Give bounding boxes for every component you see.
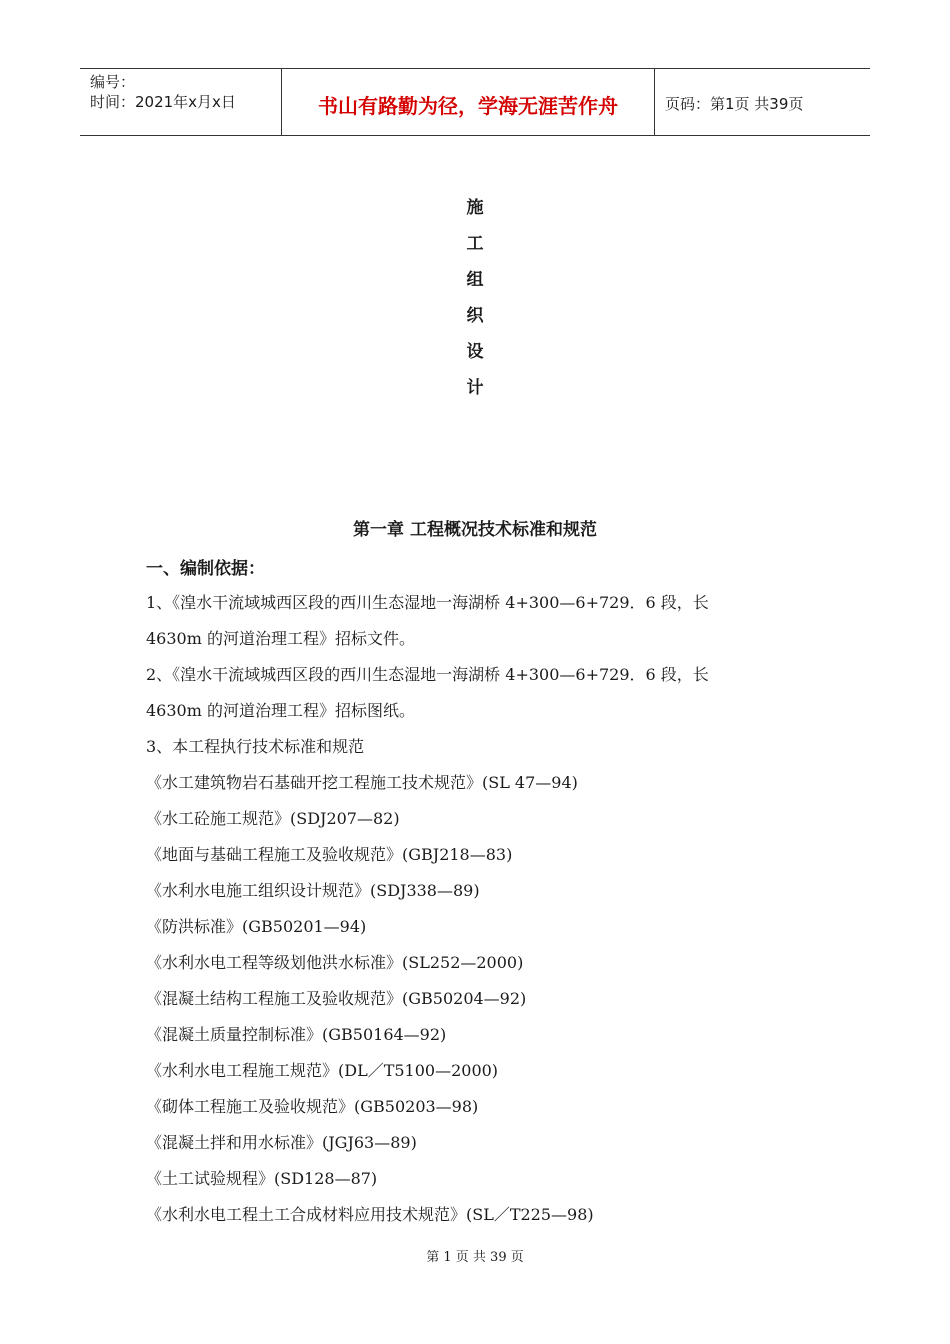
header-motto: 书山有路勤为径，学海无涯苦作舟: [282, 69, 655, 135]
standard-item: 《水利水电施工组织设计规范》(SDJ338—89): [146, 881, 480, 900]
text-line: 3、本工程执行技术标准和规范: [146, 737, 365, 756]
standard-item: 《砌体工程施工及验收规范》(GB50203—98): [146, 1097, 479, 1116]
standard-item: 《防洪标准》(GB50201—94): [146, 917, 367, 936]
header-page-info: 页码：第1页 共39页: [665, 94, 804, 113]
page-header: [80, 68, 870, 136]
title-char: 施: [466, 198, 484, 218]
text-line: 2、《湟水干流域城西区段的西川生态湿地一海湖桥 4+300—6+729．6 段，长: [146, 665, 709, 684]
body-text: [146, 585, 826, 1233]
text-line: 4630m 的河道治理工程》招标图纸。: [146, 701, 415, 720]
vertical-title: [460, 190, 490, 406]
title-char: 工: [466, 234, 484, 254]
standard-item: 《混凝土结构工程施工及验收规范》(GB50204—92): [146, 989, 527, 1008]
standard-item: 《混凝土拌和用水标准》(JGJ63—89): [146, 1133, 417, 1152]
title-char: 织: [466, 306, 484, 326]
number-label: 编号：: [90, 73, 136, 91]
standard-item: 《水利水电工程等级划他洪水标准》(SL252—2000): [146, 953, 524, 972]
text-line: 1、《湟水干流域城西区段的西川生态湿地一海湖桥 4+300—6+729．6 段，长: [146, 593, 709, 612]
title-char: 设: [466, 342, 484, 362]
standard-item: 《水工砼施工规范》(SDJ207—82): [146, 809, 400, 828]
page-footer: 第 1 页 共 39 页: [426, 1250, 524, 1265]
standard-item: 《土工试验规程》(SD128—87): [146, 1169, 378, 1188]
standard-item: 《水工建筑物岩石基础开挖工程施工技术规范》(SL 47—94): [146, 773, 578, 792]
chapter-title: 第一章 工程概况技术标准和规范: [353, 520, 597, 540]
standard-item: 《混凝土质量控制标准》(GB50164—92): [146, 1025, 447, 1044]
time-label: 时间：2021年x月x日: [90, 93, 236, 111]
standard-item: 《水利水电工程施工规范》(DL／T5100—2000): [146, 1061, 499, 1080]
standard-item: 《水利水电工程土工合成材料应用技术规范》(SL／T225—98): [146, 1205, 594, 1224]
title-char: 组: [466, 270, 484, 290]
text-line: 4630m 的河道治理工程》招标文件。: [146, 629, 415, 648]
title-char: 计: [466, 378, 484, 398]
standard-item: 《地面与基础工程施工及验收规范》(GBJ218—83): [146, 845, 513, 864]
section-title: 一、编制依据：: [146, 559, 265, 579]
header-meta: [80, 69, 282, 135]
